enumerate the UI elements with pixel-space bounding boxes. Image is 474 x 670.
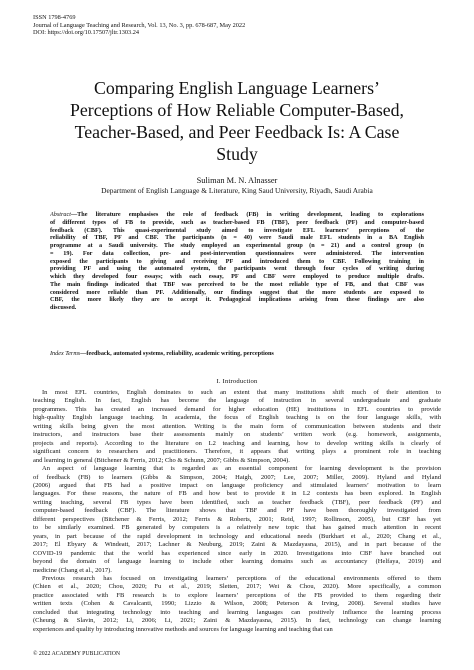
body-line: experiences and quality by introducing innovative methods and sources for language learning and teaching that can	[33, 625, 333, 633]
body-line: to be similarly examined. FB generated by computers is a relatively new topic that has gained much attention in recent	[33, 524, 441, 532]
body-line: of feedback (FB) to learners (Gibbs & Simpson, 2004; Haigh, 2007; Lee, 2007; Miller, 2009). Hyland and Hyland	[33, 473, 441, 481]
abstract-label: Abstract	[50, 211, 71, 218]
body-line: An aspect of language learning that is regarded as an essential component for learning development is the provision	[42, 465, 441, 473]
body-line: programmes. This has created an increased demand for higher education (HE) institutions in EFL countries to provide	[33, 405, 441, 413]
body-line: languages. For these reasons, the nature of FB and how best to provide it in L2 contexts has been explored. In English	[33, 490, 441, 498]
title-line: Comparing English Language Learners’	[94, 78, 380, 98]
index-terms	[50, 350, 424, 358]
paper-title	[30, 77, 444, 165]
abstract-line: —The literature emphasises the role of feedback (FB) in writing development, leading to explorations	[70, 211, 424, 218]
abstract-line: providing PF and using the automated system, the participants went through four cycles of writing during	[50, 265, 424, 273]
abstract-line: considered more reliable than PF. Additionally, our findings suggest that the more students are exposed to	[50, 288, 424, 296]
journal-header	[33, 14, 453, 37]
body-line: medicine (Chang et al., 2017).	[33, 566, 112, 574]
body-line: and learning in general (Bitchener & Ferris, 2012; Cho & Schunn, 2007; Gibbs & Simpson, 2004).	[33, 456, 290, 464]
body-line: writing skills being given the most attention. Writing is the main form of communication between students and their	[33, 422, 441, 430]
author-name: Suliman M. N. Alnasser	[196, 176, 278, 185]
abstract-line: feedback (CBF). This quasi-experimental study aimed to investigate EFL learners’ perceptions of the	[50, 226, 424, 234]
body-line: COVID-19 pandemic that the world has experienced since early in 2020. Investigations into CBF have branched out	[33, 549, 441, 557]
body-line: beyond the domain of language learning to include other learning domains such as accountancy (Helfaya, 2019) and	[33, 558, 441, 566]
abstract-line: which they developed four essays; with each essay, PF and CBF were employed to produce multiple drafts.	[50, 273, 424, 280]
abstract-first-line	[50, 211, 424, 219]
body-line: 2017; El Ebyary & Windeatt, 2017; Lachner & Neuburg, 2019; Zaini & Mazdayasna, 2015), and in part because of the	[33, 541, 441, 549]
body-line: projects and reports). According to the literature on L2 teaching and learning, how to develop writing skills is clearly of	[33, 439, 441, 447]
body-line: written texts (Cohen & Cavalcanti, 1990; Lizzio & Wilson, 2008; Peterson & Irving, 2008). Several studies have	[33, 600, 441, 608]
section-heading: I. Introduction	[216, 378, 258, 385]
issn: ISSN 1798-4769	[33, 14, 76, 21]
title-line: Perceptions of How Reliable Computer-Based,	[70, 100, 404, 120]
doi-link[interactable]: DOI: https://doi.org/10.17507/jltr.1303.24	[33, 29, 140, 37]
body-text	[33, 389, 441, 634]
body-line: instructors, and instructors base their assessments mainly on students’ written work (e.g. homework, assignments,	[33, 431, 441, 439]
body-line: (Chien et al., 2020; Chou, 2020; Fu et al., 2019; Sletten, 2017; Wei & Chou, 2020). More specifically, a common	[33, 583, 441, 591]
author-affiliation: Department of English Language & Literature, King Saud University, Riyadh, Saudi Arabia	[101, 186, 373, 195]
abstract-line: programme at a Saudi university. The study employed an experimental group (n = 21) and a control group (n	[50, 242, 424, 249]
abstract	[50, 211, 424, 312]
body-line: significant concern to researchers and practitioners. Therefore, it appears that writing plays a prominent role in teaching	[33, 448, 441, 456]
title-line: Study	[216, 144, 258, 164]
abstract-line: = 19). For data collection, pre- and post-intervention questionnaires were administered. The intervention	[50, 249, 424, 257]
abstract-line: of different types of FB to provide, such as teacher-based FB (TBF), peer feedback (PF) and computer-based	[50, 218, 424, 226]
body-line: different perspectives (Bitchener & Ferris, 2012; Ferris & Roberts, 2001; Reid, 1997; Rollinson, 2005), but CBF has yet	[33, 515, 441, 523]
publisher-footer: © 2022 ACADEMY PUBLICATION	[33, 651, 121, 657]
body-line: writing teaching, several FB types have been identified, such as teacher feedback (TBF), peer feedback (PF) and	[33, 498, 441, 506]
abstract-line: discussed.	[50, 304, 77, 311]
abstract-line: CBF, the more likely they are to accept it. Pedagogical implications arising from these findings are also	[50, 296, 424, 304]
body-line: high-quality English language teaching. In academia, the focus of English teaching is on the four language skills, with	[33, 414, 441, 422]
body-line: Previous research has focused on investigating learners’ perceptions of the educational environments offered to them	[42, 574, 441, 582]
body-line: (Cheung & Slavin, 2012; Li, 2006; Li, 2021; Zaini & Mazdayasna, 2015). In fact, technology can change learning	[33, 617, 441, 625]
body-line: (2006) argued that FB had a positive impact on language proficiency and stimulated learners’ motivation to learn	[33, 481, 441, 489]
body-line: teaching English. In fact, English has become the language of instruction in several undergraduate and graduate	[33, 397, 441, 405]
body-line: practice associated with FB research is to explore learners’ perceptions of the FB provided to them regarding their	[33, 591, 441, 599]
abstract-line: exposed the participants to giving and receiving PF and introduced them to CBF. Following training in	[50, 257, 424, 265]
body-line: In most EFL countries, English dominates to such an extent that many institutions shift much of their attention to	[42, 389, 441, 396]
journal-citation: Journal of Language Teaching and Research, Vol. 13, No. 3, pp. 678-687, May 2022	[33, 21, 246, 29]
body-line: concluded that integrating technology into teaching and learning languages can positively influence the learning process	[33, 608, 441, 616]
abstract-line: The main findings indicated that TBF was perceived to be the most reliable type of FB, and that CBF was	[50, 280, 424, 288]
abstract-body	[50, 219, 424, 312]
abstract-line: reliability of TBF, PF and CBF. The participants (n = 40) were Saudi male EFL students in a BA English	[50, 234, 424, 242]
title-line: Teacher-Based, and Peer Feedback Is: A Case	[74, 122, 400, 142]
body-line: computer-based feedback (CBF). The literature shows that TBF and PF have been thoroughly investigated from	[33, 507, 441, 515]
index-terms-label: Index Terms	[50, 350, 81, 357]
body-line: years, in part because of the rapid development in technology and educational needs (Burkhart et al., 2020; Chang et al.,	[33, 532, 441, 540]
index-terms-text: —feedback, automated systems, reliability, academic writing, perceptions	[80, 350, 274, 357]
